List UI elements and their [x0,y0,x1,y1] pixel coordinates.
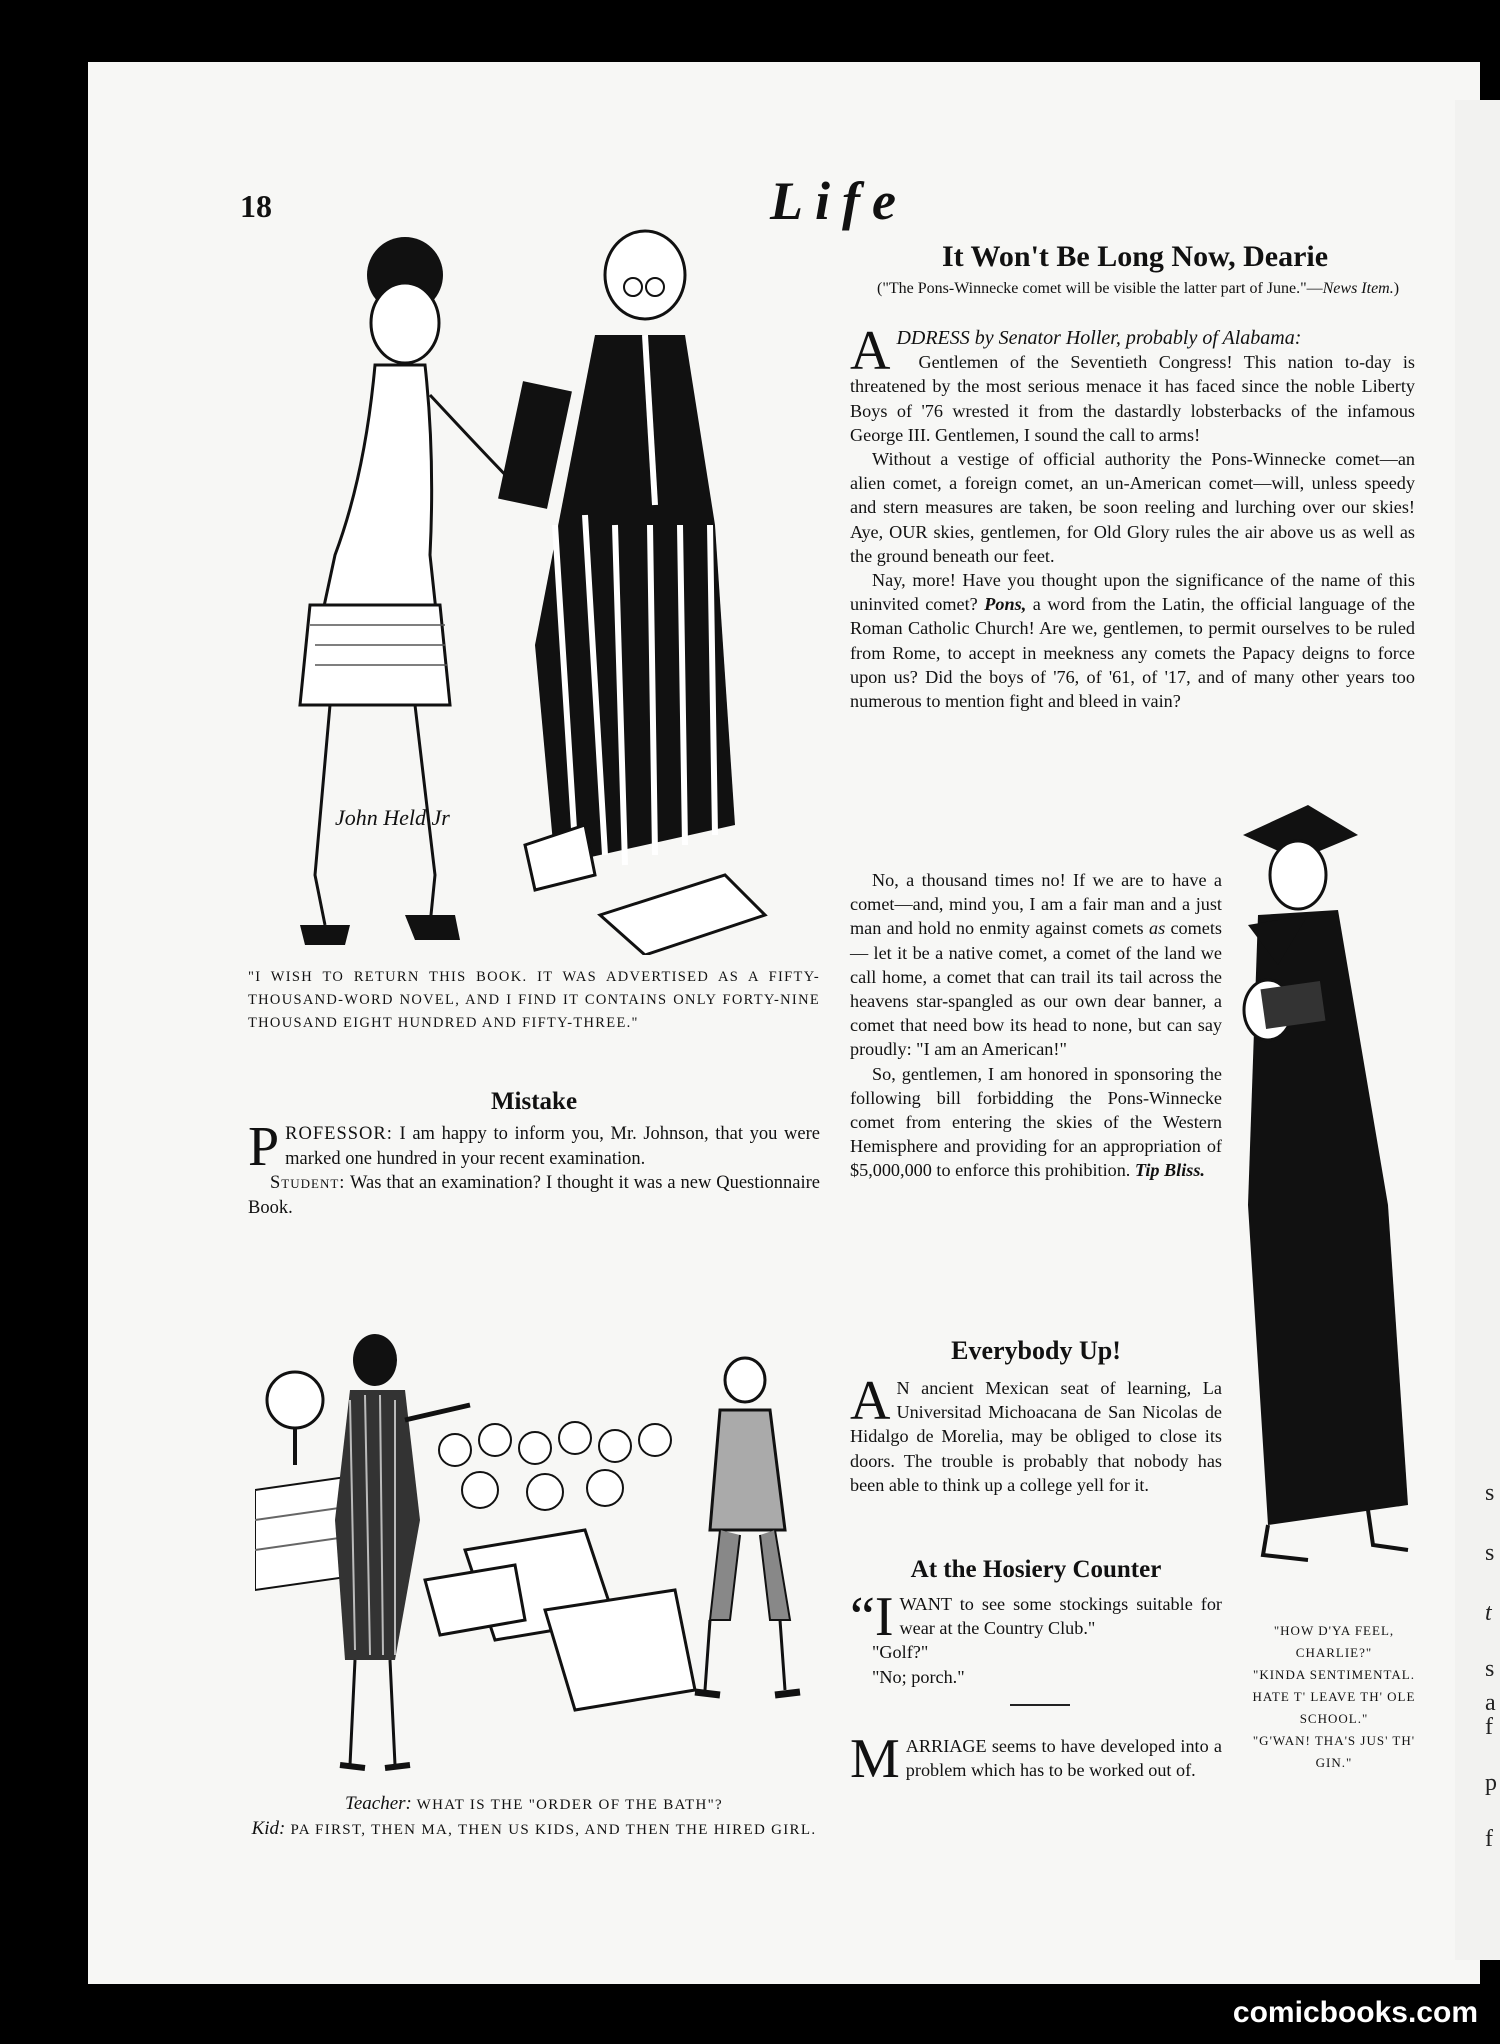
dropcap: M [850,1728,900,1790]
emphasis-word: Pons, [984,594,1027,615]
mistake-title: Mistake [490,1088,578,1115]
cartoon-caption: "I WISH TO RETURN THIS BOOK. IT WAS ADVERTISED AS A FIFTY-THOUSAND-WORD NOVEL, AND I FIND IT CONTAINS ONLY FORTY-NINE THOUSAND EIGHT HUNDRED AND FIFTY-THREE." [248,969,820,1031]
caption-text: PA FIRST, THEN MA, THEN US KIDS, AND THEN THE HIRED GIRL. [290,1822,817,1838]
dialogue-text: I am happy to inform you, Mr. Johnson, that you were marked one hundred in your recent examination. [285,1124,821,1169]
paragraph-text: Nay, more! Have you thought upon the significance of the name of this uninvited comet? [850,570,1415,615]
byline: Tip Bliss. [1134,1160,1205,1181]
dialogue-line: "Golf?" [872,1642,929,1663]
emphasis-word: as [1148,918,1166,939]
hosiery-body [850,1586,1222,1689]
dialogue-line: "No; porch." [872,1666,965,1687]
paragraph-text: No, a thousand times no! If we are to have a comet—and, mind you, I am a fair man and a just man and hold no enmity against comets [850,870,1222,939]
section-divider [1010,1704,1070,1706]
caption-line: "HOW D'YA FEEL, CHARLIE?" [1273,1623,1395,1660]
dropcap: “I [850,1586,894,1648]
dialogue-text: WANT to see some stockings suitable for wear at the Country Club." [899,1594,1222,1639]
cartoon-classroom [255,1320,815,1790]
comet-article-body-top [850,320,1416,713]
caption-text: WHAT IS THE "ORDER OF THE BATH"? [416,1797,723,1813]
strip-letter: t [1485,1600,1492,1626]
strip-letter: s [1485,1656,1495,1682]
speaker-label: Teacher: [345,1793,412,1814]
cartoon-flapper-professor [255,225,825,955]
paragraph-text: ARRIAGE seems to have developed into a problem which has to be worked out of. [905,1736,1222,1781]
watermark: comicbooks.com [1232,1996,1478,2029]
paragraph-text: a word from the Latin, the official language of the Roman Catholic Church! Are we, gentlemen, to permit ourselves to be ruled from Rome, to accept in meekness any comets the Papacy deigns to force upon us? Did the boys of '76, of '61, of '17, and of many other years too numerous to mention fight and bleed in vain? [850,594,1416,712]
marriage-body [850,1728,1222,1790]
caption-line: "KINDA SENTIMENTAL. HATE T' LEAVE TH' OLE SCHOOL." [1252,1667,1416,1726]
paragraph-text: comets — let it be a native comet, a comet of the land we call home, a comet that can trail its tail across the heavens star-spangled as our own dear banner, a comet that need bow its head to none, but can say proudly: "I am an American!" [850,918,1223,1060]
classroom-caption [248,1792,820,1842]
comet-epigraph [855,280,1415,298]
everybody-up-title: Everybody Up! [951,1336,1121,1365]
paragraph: Gentlemen of the Seventieth Congress! This nation to-day is threatened by the most serious menace it has faced since the noble Liberty Boys of '76 wrested it from the dastardly lobsterbacks of the infamous George III. Gentlemen, I sound the call to arms! [850,352,1415,445]
strip-letter: s [1485,1540,1495,1566]
speaker-label: Kid: [251,1818,286,1839]
strip-letter: a [1485,1690,1496,1716]
epigraph-text: ("The Pons-Winnecke comet will be visible the latter part of June."— [877,280,1323,297]
speaker-label: Student: [270,1173,346,1193]
strip-letter: s [1485,1480,1495,1506]
adjacent-page-strip [1455,100,1500,1960]
strip-letter: p [1485,1770,1497,1796]
epigraph-end: ) [1393,280,1400,297]
epigraph-source: News Item. [1322,280,1394,297]
everybody-up-body [850,1370,1222,1497]
dropcap: A [850,320,891,382]
intro-text: DDRESS by Senator Holler, probably of Alabama: [896,327,1302,349]
hosiery-title: At the Hosiery Counter [910,1556,1162,1583]
comet-article-body-narrow [850,868,1222,1183]
strip-letter: f [1485,1714,1493,1740]
paragraph: Without a vestige of official authority the Pons-Winnecke comet—an alien comet, a foreign comet, an un-American comet—will, unless speedy and stern measures are taken, be soon reeling and lurching over our skies! Aye, OUR skies, gentlemen, for Old Glory rules the air above us as well as the ground beneath our feet. [850,449,1415,566]
speaker-label: ROFESSOR: [285,1124,393,1144]
cartoon-signature: John Held Jr [335,805,450,830]
paragraph-text: So, gentlemen, I am honored in sponsoring the following bill forbidding the Pons-Winnecke comet from entering the skies of the Western Hemisphere and providing for an appropriation of $5,000,000 to enforce this prohibition. [850,1063,1222,1181]
dialogue-text: Was that an examination? I thought it was a new Questionnaire Book. [248,1173,820,1218]
comet-article-title: It Won't Be Long Now, Dearie [941,240,1329,273]
masthead: Life [770,171,908,231]
page-number: 18 [240,188,272,224]
cartoon-graduates [1238,805,1428,1585]
dropcap: P [248,1116,280,1178]
strip-letter: f [1485,1826,1493,1852]
dropcap: A [850,1370,891,1432]
mistake-body [248,1116,821,1220]
paragraph-text: N ancient Mexican seat of learning, La Universitad Michoacana de San Nicolas de Hidalgo de Morelia, may be obliged to close its doors. The trouble is probably that nobody has been able to think up a college yell for it. [850,1378,1222,1495]
graduate-caption [1238,1620,1430,1774]
caption-line: "G'WAN! THA'S JUS' TH' GIN." [1252,1733,1416,1770]
